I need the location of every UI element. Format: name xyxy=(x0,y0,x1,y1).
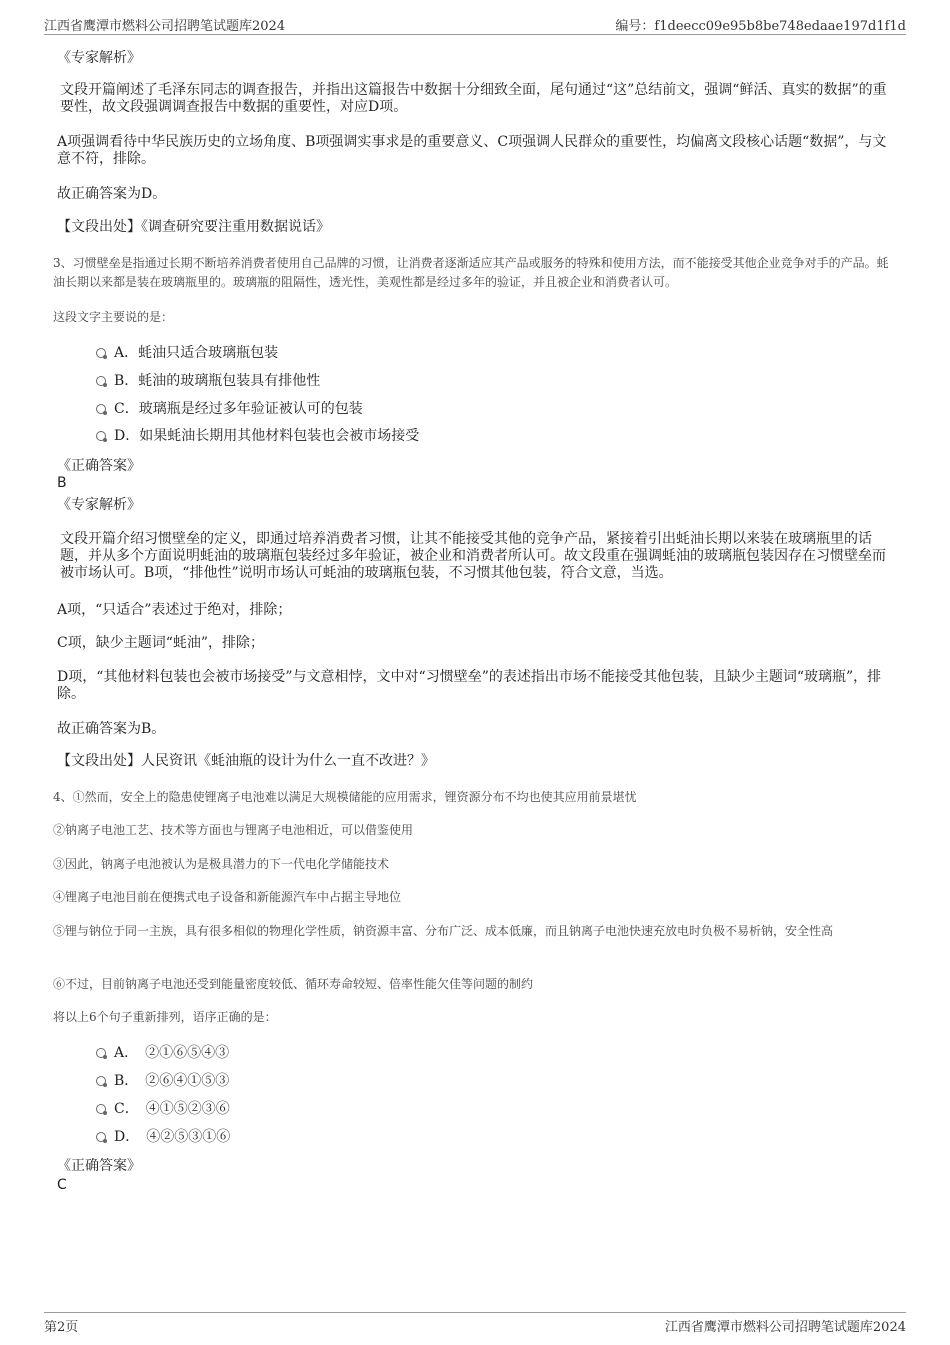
radio-icon[interactable] xyxy=(96,1076,106,1086)
radio-icon[interactable] xyxy=(96,1104,106,1114)
sentence-3: ③因此，钠离子电池被认为是极具潜力的下一代电化学储能技术 xyxy=(53,857,390,871)
analysis-paragraph: D项，“其他材料包装也会被市场接受”与文意相悖，文中对“习惯壁垒”的表述指出市场不能接受其他包装，且缺少主题词“玻璃瓶”，排除。 xyxy=(57,669,882,702)
option-label: C．玻璃瓶是经过多年验证被认可的包装 xyxy=(114,401,363,417)
analysis-conclusion: 故正确答案为B。 xyxy=(57,721,166,737)
answer-value: B xyxy=(57,475,67,491)
question-prompt: 将以上6个句子重新排列，语序正确的是： xyxy=(53,1010,277,1024)
analysis-paragraph: A项强调看待中华民族历史的立场角度、B项强调实事求是的重要意义、C项强调人民群众的重要性，均偏离文段核心话题“数据”，与文意不符，排除。 xyxy=(57,134,887,167)
footer-title: 江西省鹰潭市燃料公司招聘笔试题库2024 xyxy=(664,1320,906,1335)
analysis-conclusion: 故正确答案为D。 xyxy=(57,186,167,202)
option-label: A． ②①⑥⑤④③ xyxy=(114,1045,230,1061)
source-citation: 【文段出处】人民资讯《蚝油瓶的设计为什么一直不改进？》 xyxy=(57,753,435,769)
option-label: D．如果蚝油长期用其他材料包装也会被市场接受 xyxy=(114,428,420,444)
option-b[interactable] xyxy=(96,372,320,390)
option-label: A．蚝油只适合玻璃瓶包装 xyxy=(114,345,279,361)
option-b[interactable] xyxy=(96,1072,229,1090)
source-citation: 【文段出处】《调查研究要注重用数据说话》 xyxy=(57,219,330,235)
option-c[interactable] xyxy=(96,400,363,418)
radio-icon[interactable] xyxy=(96,431,106,441)
sentence-6: ⑥不过，目前钠离子电池还受到能量密度较低、循环寿命较短、倍率性能欠佳等问题的制约 xyxy=(53,977,534,991)
option-c[interactable] xyxy=(96,1100,230,1118)
header-doc-id: 编号：f1deecc09e95b8be748edaae197d1f1d xyxy=(615,19,906,34)
analysis-heading: 《专家解析》 xyxy=(57,50,141,66)
analysis-heading: 《专家解析》 xyxy=(57,497,141,513)
sentence-5: ⑤锂与钠位于同一主族，具有很多相似的物理化学性质，钠资源丰富、分布广泛、成本低廉，而且钠离子电池快速充放电时负极不易析钠，安全性高 xyxy=(53,924,834,938)
analysis-paragraph: 文段开篇介绍习惯壁垒的定义，即通过培养消费者习惯，让其不能接受其他的竞争产品，紧接着引出蚝油长期以来装在玻璃瓶里的话题，并从多个方面说明蚝油的玻璃瓶包装经过多年验证，被企业和消费者所认可。故文段重在强调蚝油的玻璃瓶包装因存在习惯壁垒而被市场认可。B项，“排他性”说明市场认可蚝油的玻璃瓶包装，不习惯其他包装，符合文意，当选。 xyxy=(60,531,886,581)
sentence-4: ④锂离子电池目前在便携式电子设备和新能源汽车中占据主导地位 xyxy=(53,890,402,904)
option-label: C． ④①⑤②③⑥ xyxy=(114,1101,230,1117)
option-d[interactable] xyxy=(96,1128,230,1146)
answer-heading: 《正确答案》 xyxy=(57,458,141,474)
page-header xyxy=(44,14,906,35)
radio-icon[interactable] xyxy=(96,376,106,386)
option-label: B． ②⑥④①⑤③ xyxy=(114,1073,230,1089)
analysis-paragraph: C项，缺少主题词“蚝油”，排除； xyxy=(57,635,265,651)
question-stem: 3、习惯壁垒是指通过长期不断培养消费者使用自己品牌的习惯，让消费者逐渐适应其产品或服务的特殊和使用方法，而不能接受其他企业竞争对手的产品。蚝油长期以来都是装在玻璃瓶里的。玻璃瓶的阻隔性，透光性，美观性都是经过多年的验证，并且被企业和消费者认可。 xyxy=(53,256,889,289)
answer-heading: 《正确答案》 xyxy=(57,1158,141,1174)
header-title: 江西省鹰潭市燃料公司招聘笔试题库2024 xyxy=(44,19,286,34)
analysis-paragraph: 文段开篇阐述了毛泽东同志的调查报告，并指出这篇报告中数据十分细致全面，尾句通过“这”总结前文，强调“鲜活、真实的数据”的重要性，故文段强调调查报告中数据的重要性，对应D项。 xyxy=(60,82,887,115)
radio-icon[interactable] xyxy=(96,404,106,414)
option-d[interactable] xyxy=(96,427,419,445)
analysis-paragraph: A项，“只适合”表述过于绝对，排除； xyxy=(57,602,292,618)
sentence-1: 4、①然而，安全上的隐患使锂离子电池难以满足大规模储能的应用需求，锂资源分布不均也使其应用前景堪忧 xyxy=(53,790,637,804)
question-prompt: 这段文字主要说的是： xyxy=(53,310,174,324)
radio-icon[interactable] xyxy=(96,348,106,358)
radio-icon[interactable] xyxy=(96,1132,106,1142)
option-a[interactable] xyxy=(96,344,278,362)
option-label: B．蚝油的玻璃瓶包装具有排他性 xyxy=(114,373,321,389)
sentence-2: ②钠离子电池工艺、技术等方面也与锂离子电池相近，可以借鉴使用 xyxy=(53,823,414,837)
option-label: D． ④②⑤③①⑥ xyxy=(114,1129,231,1145)
page-footer xyxy=(44,1312,906,1335)
page-number: 第2页 xyxy=(44,1320,79,1335)
radio-icon[interactable] xyxy=(96,1048,106,1058)
option-a[interactable] xyxy=(96,1044,229,1062)
answer-value: C xyxy=(57,1177,67,1193)
